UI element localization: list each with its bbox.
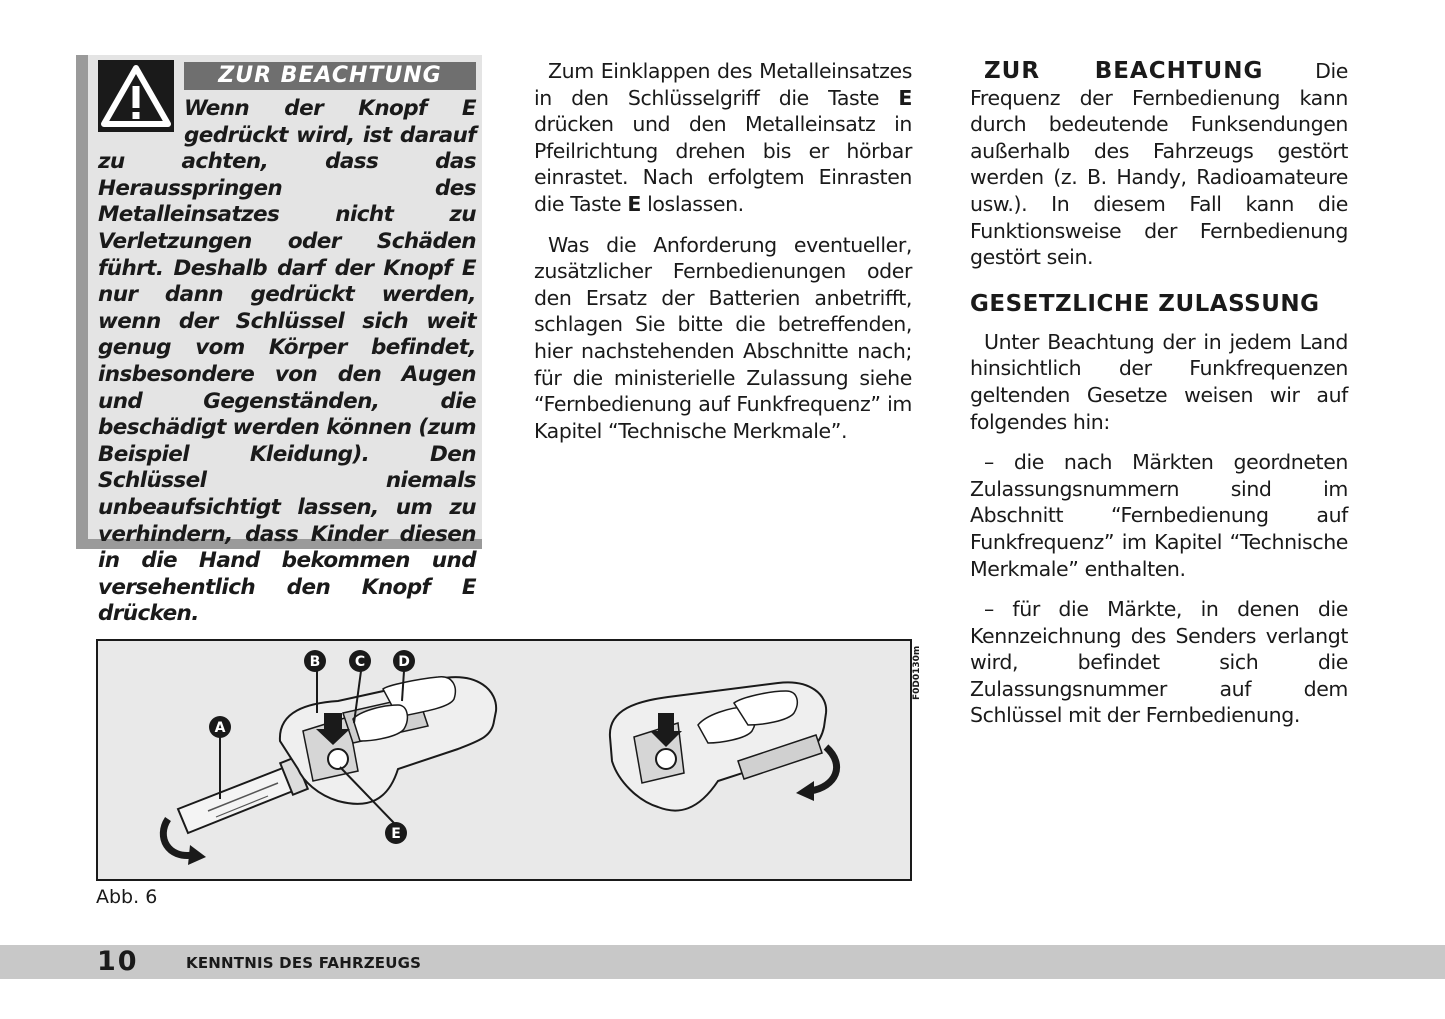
figure-caption: Abb. 6: [96, 886, 158, 908]
approval-item-2: – für die Märkte, in denen die Kennzeichnung des Senders verlangt wird, befindet sich die Zulassungsnummer auf dem Schlüssel mit der Fernbedienung.: [970, 597, 1348, 728]
note-lead: ZUR BEACHTUNG: [984, 58, 1264, 84]
svg-text:B: B: [309, 654, 321, 670]
right-column: [970, 58, 1348, 743]
key-illustration: [96, 639, 912, 881]
fold-instructions: Zum Einklappen des Metalleinsatzes in den Schlüsselgriff die Taste E drücken und den Metalleinsatz in Pfeilrichtung drehen bis er hörbar einrastet. Nach erfolgtem Einrasten die Taste E loslassen.: [534, 59, 912, 216]
frequency-note: ZUR BEACHTUNG Die Frequenz der Fernbedienung kann durch bedeutende Funksendungen außerhalb des Fahrzeugs gestört werden (z. B. Handy, Radioamateure usw.). In diesem Fall kann die Funktionsweise der Fernbedienung gestört sein.: [970, 58, 1348, 270]
page-number: 10: [97, 946, 139, 977]
svg-text:E: E: [391, 826, 401, 842]
svg-text:A: A: [214, 720, 226, 736]
callout-d: [393, 650, 415, 672]
key-e-label: E: [898, 85, 912, 110]
middle-column: [534, 58, 912, 458]
section-name: KENNTNIS DES FAHRZEUGS: [186, 954, 422, 972]
callout-a: [209, 716, 231, 738]
section-heading: GESETZLICHE ZULASSUNG: [970, 290, 1320, 317]
svg-text:D: D: [398, 654, 410, 670]
approval-item-1: – die nach Märkten geordneten Zulassungsnummern sind im Abschnitt “Fernbedienung auf Funkfrequenz” im Kapitel “Technische Merkmale” enthalten.: [970, 450, 1348, 581]
callout-b: [304, 650, 326, 672]
approval-intro: Unter Beachtung der in jedem Land hinsichtlich der Funkfrequenzen geltenden Gesetze weisen wir auf folgendes hin:: [970, 329, 1348, 434]
warning-title: ZUR BEACHTUNG: [184, 62, 476, 90]
callout-e: [385, 822, 407, 844]
callout-c: [349, 650, 371, 672]
svg-text:C: C: [354, 654, 366, 670]
warning-text: Wenn der Knopf E gedrückt wird, ist darauf zu achten, dass das Herausspringen des Metalleinsatzes nicht zu Verletzungen oder Schäden führt. Deshalb darf der Knopf E nur dann gedrückt werden, wenn der Schlüssel sich weit genug vom Körper befindet, insbesondere von den Augen und Gegenständen, die beschädigt werden können (zum Beispiel Kleidung). Den Schlüssel niemals unbeaufsichtigt lassen, um zu verhindern, dass Kinder diesen in die Hand bekommen und versehentlich den Knopf E drücken.: [98, 96, 476, 627]
figure-code: F0D0130m: [912, 645, 922, 700]
open-key-drawing: [178, 677, 496, 833]
key-e-label: E: [627, 191, 641, 216]
additional-remotes-paragraph: Was die Anforderung eventueller, zusätzlicher Fernbedienungen oder den Ersatz der Batterien anbetrifft, schlagen Sie bitte die betreffenden, hier nachstehenden Abschnitte nach; für die ministerielle Zulassung siehe “Fernbedienung auf Funkfrequenz” im Kapitel “Technische Merkmale”.: [534, 232, 912, 443]
closed-key-drawing: [610, 682, 826, 810]
